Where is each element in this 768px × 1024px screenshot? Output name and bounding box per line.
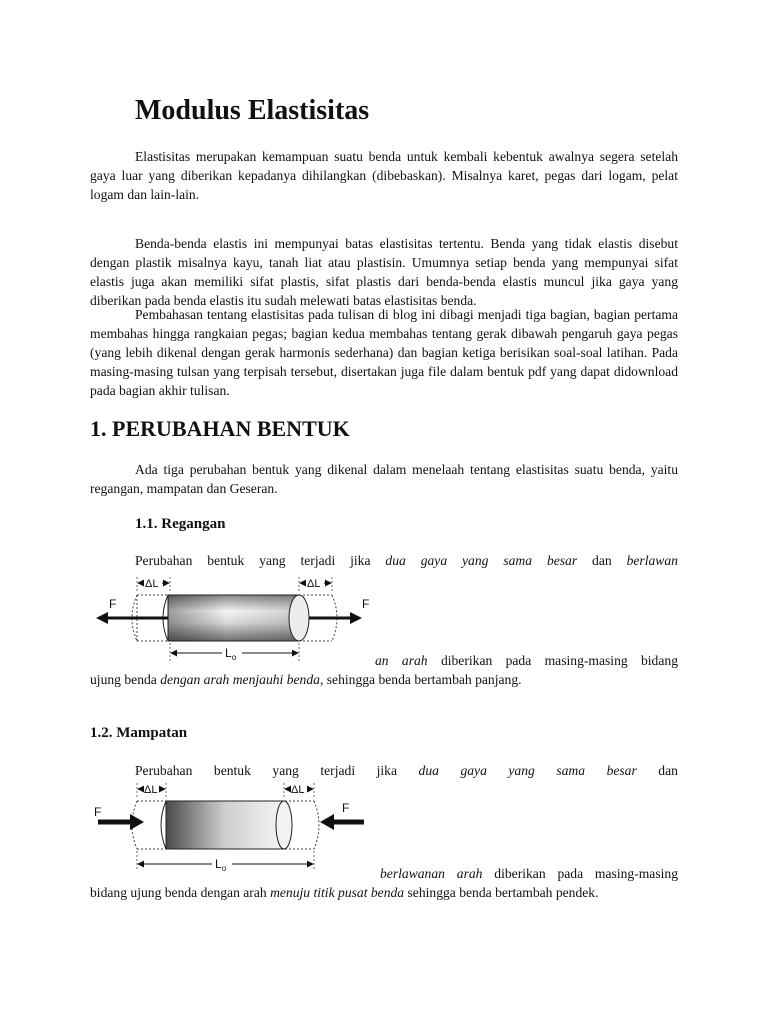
force-arrow-right-head <box>350 612 362 624</box>
length-label <box>215 857 227 873</box>
word: gaya <box>460 763 487 778</box>
word: yang <box>508 763 535 778</box>
mampatan-text-line-2 <box>380 864 678 883</box>
word: besar <box>606 763 637 778</box>
force-label-left: F <box>109 597 117 611</box>
length-label-main: L <box>225 646 232 660</box>
word: Perubahan <box>135 763 193 778</box>
length-label-main: L <box>215 857 222 871</box>
word: Perubahan <box>135 553 193 568</box>
text: diberikan pada masing-masing bidang <box>427 653 678 668</box>
italic-text: menuju titik pusat benda <box>270 885 405 900</box>
section-heading-perubahan-bentuk: 1. PERUBAHAN BENTUK <box>90 416 350 441</box>
word: bentuk <box>213 763 251 778</box>
force-arrow-left-head <box>130 814 144 830</box>
cylinder-end <box>276 801 292 849</box>
word: besar <box>546 553 578 568</box>
cylinder-end <box>289 595 309 641</box>
force-arrow-left-head <box>96 612 108 624</box>
italic-text: an arah <box>375 653 428 668</box>
regangan-text-line-1 <box>135 551 678 570</box>
cylinder-body <box>166 801 284 849</box>
delta-label-left: ΔL <box>145 578 159 590</box>
word: yang <box>462 553 489 568</box>
mampatan-text-line-1 <box>135 761 678 780</box>
word: gaya <box>420 553 448 568</box>
page-title: Modulus Elastisitas <box>135 95 370 126</box>
force-arrow-right-head <box>320 814 334 830</box>
cylinder-left-edge <box>161 801 166 849</box>
length-label-sub: o <box>221 864 227 873</box>
length-label <box>225 646 237 662</box>
text: bidang ujung benda dengan arah <box>90 885 271 900</box>
paragraph-batas-elastisitas: Benda-benda elastis ini mempunyai batas elastisitas tertentu. Benda yang tidak elastis disebut dengan plastik misalnya kayu, tanah liat atau plastisin. Umumnya setiap benda yang mempunyai sifat elastis juga akan memiliki sifat plastis, sifat plastis dari benda-benda elastis muncul jika gaya yang diberikan pada benda elastis itu sudah melewati batas elastisitas benda. <box>90 236 678 308</box>
regangan-text-line-3 <box>90 670 522 689</box>
paragraph-pembahasan: Pembahasan tentang elastisitas pada tulisan di blog ini dibagi menjadi tiga bagian, bagian pertama membahas hingga rangkaian pegas; bagian kedua membahas tentang gerak dibawah pengaruh gaya pegas (yang lebih dikenal dengan gerak harmonis sederhana) dan bagian ketiga berisikan soal-soal latihan. Pada masing-masing tulsan yang terpisah tersebut, disertakan juga file dalam bentuk pdf yang dapat didownload pada bagian akhir tulisan. <box>90 307 678 398</box>
text: sehingga benda bertambah pendek. <box>404 885 599 900</box>
paragraph-elastisitas: Elastisitas merupakan kemampuan suatu benda untuk kembali kebentuk awalnya segera setelah gaya luar yang diberikan kepadanya dihilangkan (dibebaskan). Misalnya karet, pegas dari logam, pelat logam dan lain-lain. <box>90 149 678 202</box>
delta-label-right: ΔL <box>307 578 321 590</box>
regangan-diagram <box>92 573 377 665</box>
subsection-heading-mampatan: 1.2. Mampatan <box>90 725 188 741</box>
word: terjadi <box>300 553 336 568</box>
mampatan-text-line-3 <box>90 883 599 902</box>
word: yang <box>272 763 299 778</box>
regangan-text-line-2 <box>375 651 678 670</box>
force-label-left: F <box>94 805 102 819</box>
force-label-right: F <box>342 801 350 815</box>
word: sama <box>556 763 586 778</box>
word: jika <box>350 553 371 568</box>
word: dua <box>385 553 406 568</box>
force-label-right: F <box>362 597 370 611</box>
dashed-guide <box>314 801 319 849</box>
word: dan <box>658 763 678 778</box>
word: dua <box>418 763 439 778</box>
word: terjadi <box>320 763 356 778</box>
text: ujung benda <box>90 672 161 687</box>
paragraph-perubahan-bentuk-intro: Ada tiga perubahan bentuk yang dikenal dalam menelaah tentang elastisitas suatu benda, yaitu regangan, mampatan dan Geseran. <box>90 462 678 496</box>
subsection-heading-regangan: 1.1. Regangan <box>135 516 226 532</box>
cylinder-shade <box>168 595 299 641</box>
mampatan-diagram <box>92 779 377 877</box>
word: bentuk <box>207 553 245 568</box>
word: sama <box>503 553 533 568</box>
italic-text: dengan arah menjauhi benda <box>160 672 320 687</box>
word: jika <box>376 763 398 778</box>
delta-label-left: ΔL <box>144 784 158 796</box>
italic-text: berlawanan arah <box>380 866 483 881</box>
word: dan <box>592 553 612 568</box>
text: diberikan pada masing-masing <box>482 866 678 881</box>
length-label-sub: o <box>231 653 237 662</box>
delta-label-right: ΔL <box>291 784 305 796</box>
word: yang <box>259 553 286 568</box>
word: berlawan <box>626 553 678 568</box>
text: , sehingga benda bertambah panjang. <box>319 672 522 687</box>
